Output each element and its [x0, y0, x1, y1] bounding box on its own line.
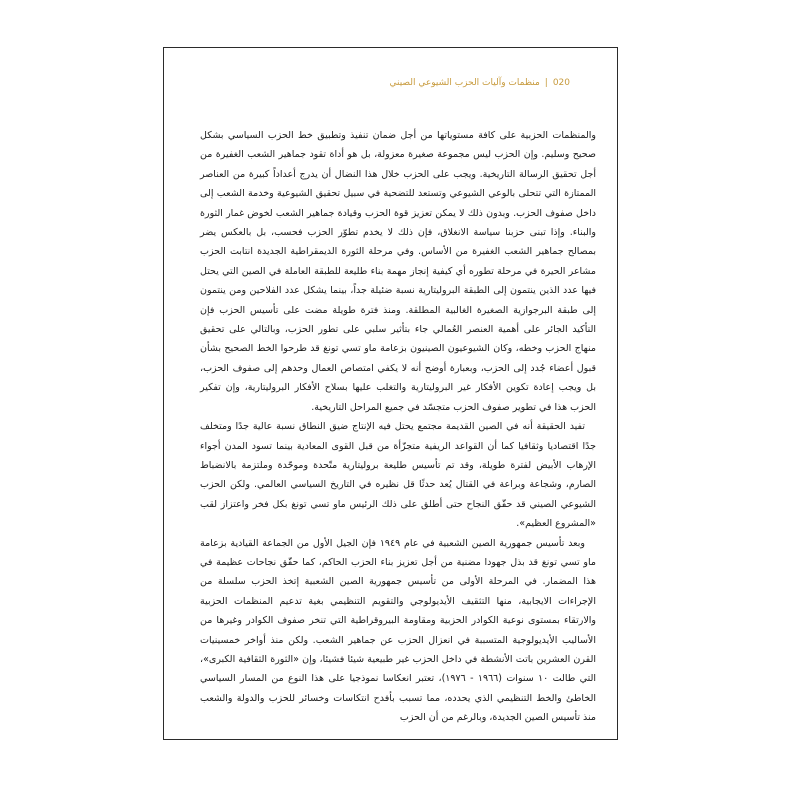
paragraph: وبعد تأسيس جمهورية الصين الشعبية في عام ١٩٤٩ فإن الجيل الأول من الجماعة القيادية بزعامة ماو تسي تونغ قد بذل جهودا مضنية من أجل تعزيز بناء الحزب الحاكم، كما حقّق نجاحات عظيمة في هذا المضمار. في المرحلة الأولى من تأسيس جمهورية الصين الشعبية إتخذ الحزب سلسلة من الإجراءات الايجابية، منها التثقيف الأيديولوجي والتقويم التنظيمي بغية تدعيم المنظمات الحزبية والارتقاء بمستوى نوعية الكوادر الحزبية ومقاومة البيروقراطية التي تنخر صفوف الكوادر وغيرها من الأساليب الأيديولوجية المتسببة في انعزال الحزب عن جماهير الشعب. ولكن منذ أواخر خمسينيات القرن العشرين باتت الأنشطة في داخل الحزب غير طبيعية شيئا فشيئا، وإن «الثورة الثقافية الكبرى»، التي طالت ١٠ سنوات (١٩٦٦ - ١٩٧٦)، تعتبر انعكاسا نموذجيا على هذا النوع من المسار السياسي الخاطئ والخط التنظيمي الذي يحدده، مما تسبب بأفدح انتكاسات وخسائر للحزب والدولة والشعب منذ تأسيس الصين الجديدة، وبالرغم من أن الحزب: [200, 537, 596, 724]
header-separator: |: [544, 78, 548, 88]
page-number: 020: [552, 78, 570, 88]
chapter-title: منظمات وآليات الحزب الشيوعي الصيني: [389, 78, 540, 88]
paragraph: تفيد الحقيقة أنه في الصين القديمة مجتمع يحتل فيه الإنتاج ضيق النطاق نسبة عالية جدًا ومتخلف جدًا اقتصاديا وثقافيا كما أن القواعد الريفية متجزّأة من قبل القوى المعادية بينما تسود المدن أجواء الإرهاب الأبيض لفترة طويلة، وقد تم تأسيس طليعة بروليتارية متّحدة وموحّدة وملتزمة بالانضباط الصارم، وشجاعة وبراعة في القتال يُعد حدثًا قل نظيره في التاريخ السياسي العالمي. ولكن الحزب الشيوعي الصيني قد حقّق النجاح حتى أطلق على ذلك الرئيس ماو تسي تونغ بكل فخر واعتزاز لقب «المشروع العظيم».: [200, 421, 596, 530]
body-text: [200, 126, 596, 728]
paragraph: والمنظمات الحزبية على كافة مستوياتها من أجل ضمان تنفيذ وتطبيق خط الحزب السياسي بشكل صحيح وسليم. وإن الحزب ليس مجموعة صغيرة معزولة، بل هو أداة تقود جماهير الشعب الغفيرة من أجل تحقيق الرسالة التاريخية. ويجب على الحزب خلال هذا النضال أن يدرج أعداداً كبيرة من العناصر الممتازة التي تتحلى بالوعي الشيوعي وتستعد للتضحية في سبيل تحقيق الشيوعية وخدمة الشعب إلى داخل صفوف الحزب. وبدون ذلك لا يمكن تعزيز قوة الحزب وقيادة جماهير الشعب لخوض غمار الثورة والبناء. وإذا تبنى حزبنا سياسة الانغلاق، فإن ذلك لا يخدم تطوّر الحزب فحسب، بل بالعكس يضر بمصالح جماهير الشعب الغفيرة من الأساس. وفي مرحلة الثورة الديمقراطية الجديدة انتابت الحزب مشاعر الحيرة في مرحلة تطوره أي كيفية إنجاز مهمة بناء طليعة للطبقة العاملة في الصين التي يحتل فيها عدد الذين ينتمون إلى الطبقة البروليتارية نسبة ضئيلة جداً، بينما يشكل عدد الفلاحين ومن ينتمون إلى طبقة البرجوازية الصغيرة الغالبية المطلقة. ومنذ فترة طويلة مضت على تأسيس الحزب فإن التأكيد الجائر على أهمية العنصر العُمالي جاء بتأثير سلبي على تطور الحزب، وبالتالي على تحقيق منهاج الحزب وخطه، وكان الشيوعيون الصينيون بزعامة ماو تسي تونغ قد طرحوا الخط الصحيح بشأن قبول أعضاء جُدد إلى الحزب، وبعبارة أوضح أنه لا يكفي امتصاص العمال وحدهم إلى صفوف الحزب، بل ويجب إعادة تكوين الأفكار غير البروليتارية والتغلب عليها بسلاح الأفكار البروليتارية، وإن تفكير الحزب هذا في تطوير صفوف الحزب متجسّد في جميع المراحل التاريخية.: [200, 130, 596, 413]
running-head: [389, 76, 570, 90]
